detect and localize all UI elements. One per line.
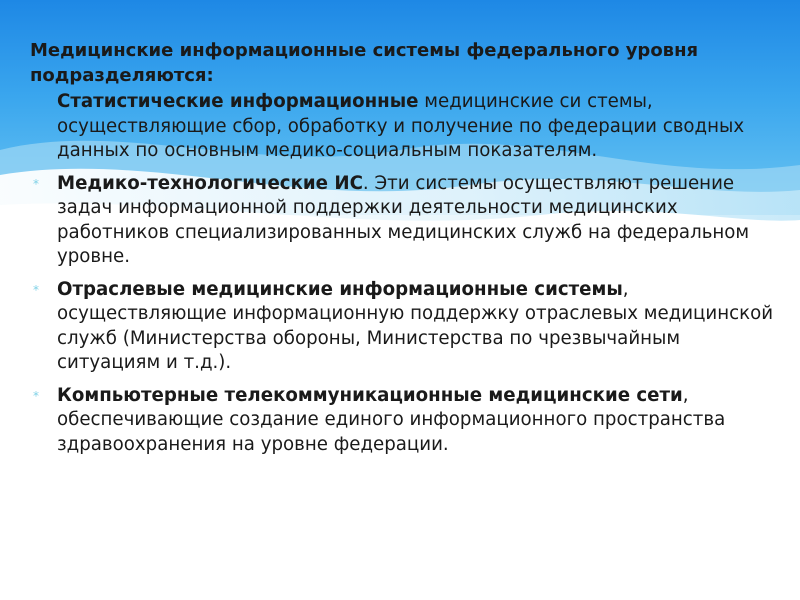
slide-heading: Медицинские информационные системы федерального уровня подразделяются: [30,40,699,86]
list-item-medtech [30,172,775,270]
item-title: Компьютерные телекоммуникационные медицинские сети [57,384,683,406]
item-text: медицинские си стемы, осуществляющие сбор, обработку и получение по федерации сводных данных по основным медико-социальным показателям. [57,91,745,161]
item-text: , осуществляющие информационную поддержку отраслевых медицинской служб (Министерства обороны, Министерства по чрезвычайным ситуациям и т.д.). [57,278,774,373]
item-text: , обеспечивающие создание единого информационного пространства здравоохранения на уровне федерации. [57,384,726,455]
item-text: . Эти системы осуществляют решение задач информационной поддержки деятельности медицинских работников специализированных медицинских служб на федеральном уровне. [57,172,750,267]
bullet-icon: * [33,282,39,297]
item-title: Отраслевые медицинские информационные системы [57,278,623,300]
slide-content [30,38,775,465]
bullet-icon: * [33,176,39,191]
item-title: Медико-технологические ИС [57,172,363,194]
list-item-telecom [30,384,775,458]
item-title: Статистические информационные [57,91,419,112]
list-item-sectoral [30,278,775,376]
list-item-statistical [30,90,775,164]
bullet-icon: * [33,388,39,403]
